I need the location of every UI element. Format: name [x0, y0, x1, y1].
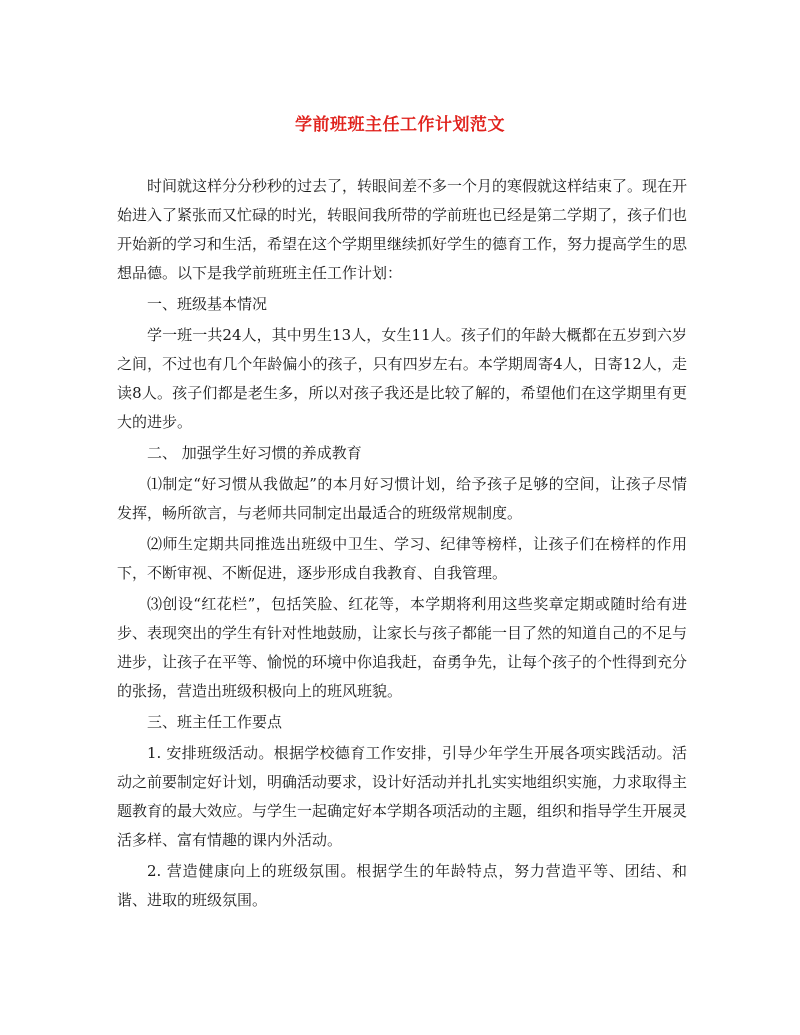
section-heading-1: 一、班级基本情况 [147, 295, 268, 313]
habit-item-3: ⑶创设“红花栏”，包括笑脸、红花等，本学期将利用这些奖章定期或随时给有进步、表现突出的学生有针对性地鼓励，让家长与孩子都能一目了然的知道自己的不足与进步，让孩子在平等、愉悦的环境中你追我赶，奋勇争先，让每个孩子的个性得到充分的张扬，营造出班级积极向上的班风班貌。 [117, 595, 688, 700]
work-point-2: 2. 营造健康向上的班级氛围。根据学生的年龄特点，努力营造平等、团结、和谐、进取的班级氛围。 [117, 862, 687, 909]
document-body [117, 172, 687, 917]
habit-item-2: ⑵师生定期共同推选出班级中卫生、学习、纪律等榜样，让孩子们在榜样的作用下，不断审视、不断促进，逐步形成自我教育、自我管理。 [117, 535, 687, 582]
section-heading-2: 二、 加强学生好习惯的养成教育 [147, 444, 362, 462]
habit-item-1: ⑴制定“好习惯从我做起”的本月好习惯计划，给予孩子足够的空间，让孩子尽情发挥，畅所欲言，与老师共同制定出最适合的班级常规制度。 [117, 475, 687, 522]
class-info-paragraph: 学一班一共24人，其中男生13人，女生11人。孩子们的年龄大概都在五岁到六岁之间，不过也有几个年龄偏小的孩子，只有四岁左右。本学期周寄4人，日寄12人，走读8人。孩子们都是老生多，所以对孩子我还是比较了解的，希望他们在这学期里有更大的进步。 [117, 326, 687, 431]
document-title: 学前班班主任工作计划范文 [295, 115, 505, 135]
section-heading-3: 三、班主任工作要点 [147, 713, 283, 731]
intro-paragraph: 时间就这样分分秒秒的过去了，转眼间差不多一个月的寒假就这样结束了。现在开始进入了紧张而又忙碌的时光，转眼间我所带的学前班也已经是第二学期了，孩子们也开始新的学习和生活，希望在这个学期里继续抓好学生的德育工作，努力提高学生的思想品德。以下是我学前班班主任工作计划： [117, 177, 688, 282]
work-point-1: 1. 安排班级活动。根据学校德育工作安排，引导少年学生开展各项实践活动。活动之前要制定好计划，明确活动要求，设计好活动并扎扎实实地组织实施，力求取得主题教育的最大效应。与学生一起确定好本学期各项活动的主题，组织和指导学生开展灵活多样、富有情趣的课内外活动。 [117, 744, 688, 849]
